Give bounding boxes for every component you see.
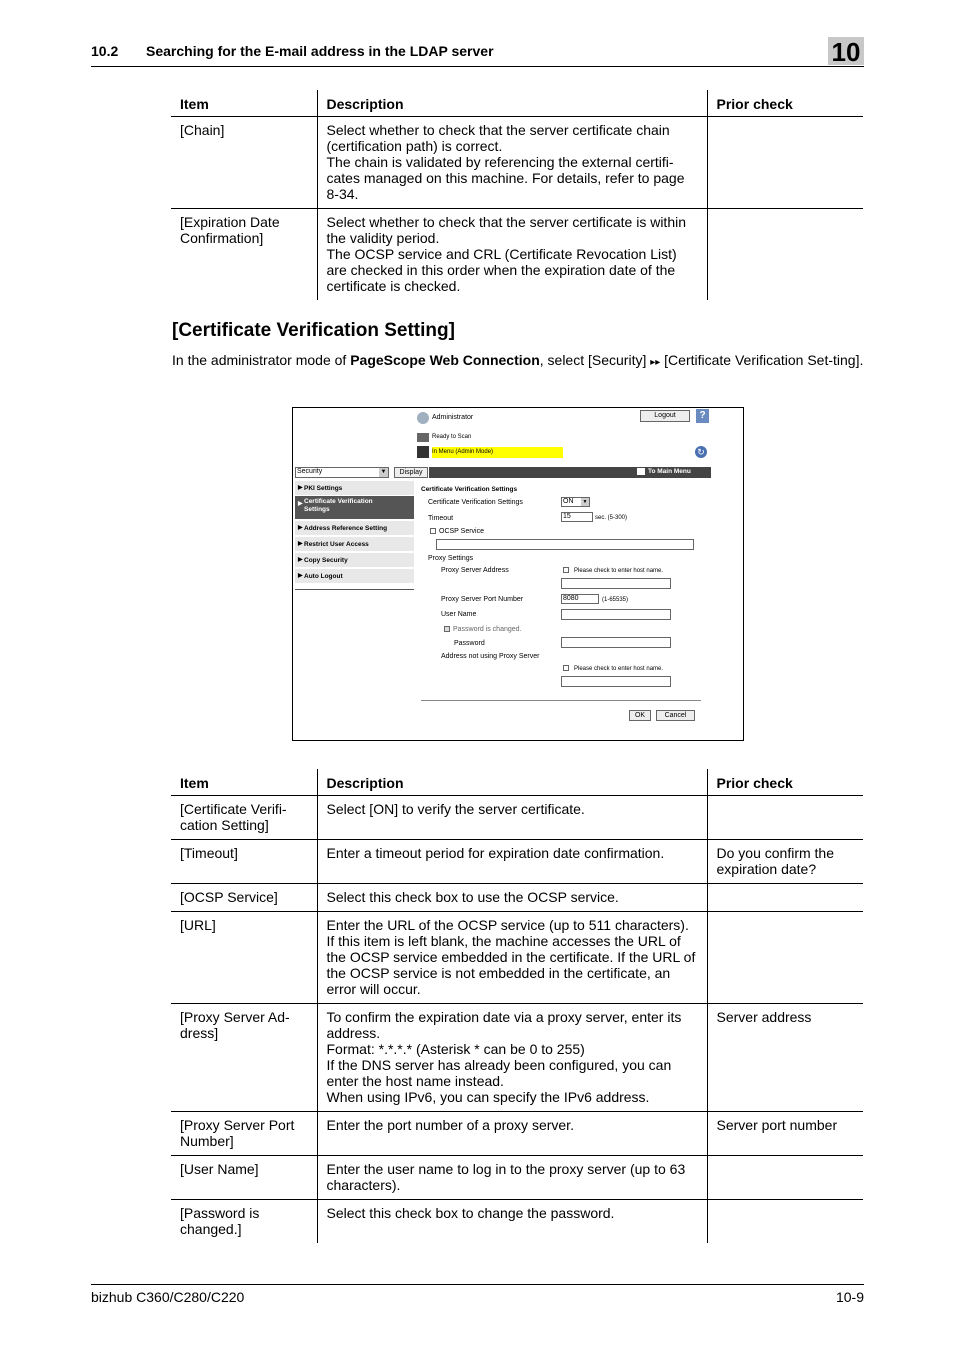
cvs-select[interactable] — [561, 497, 590, 507]
url-input[interactable] — [436, 539, 694, 550]
logout-button[interactable]: Logout — [640, 410, 690, 422]
table-row — [171, 1156, 863, 1200]
chapter-number: 10 — [828, 37, 864, 65]
sidebar-label: Restrict User Access — [304, 541, 369, 548]
admin-icon — [417, 412, 429, 424]
arrow-icon: ▸▸ — [650, 357, 661, 368]
cell-prior-check — [707, 209, 863, 301]
cell-item: [Certificate Verifi-cation Setting] — [171, 796, 317, 840]
sidebar-item-pki-settings[interactable] — [295, 481, 414, 496]
proxy-settings-label: Proxy Settings — [428, 555, 474, 562]
refresh-icon[interactable]: ↻ — [695, 446, 707, 458]
sidebar-item-copy-security[interactable] — [295, 553, 414, 568]
settings-table-1 — [171, 90, 863, 300]
proxy-address-label: Proxy Server Address — [441, 567, 509, 574]
mode-icon — [417, 446, 429, 458]
cell-item: [Expiration Date Confirmation] — [180, 214, 280, 246]
chevron-down-icon: ▼ — [582, 499, 588, 505]
sidebar-divider — [295, 589, 414, 590]
cell-description: Enter a timeout period for expiration date confirmation. — [317, 840, 707, 884]
cell-item: [Proxy Server Ad-dress] — [171, 1004, 317, 1112]
chevron-down-icon: ▼ — [380, 469, 387, 475]
page-footer — [91, 1284, 864, 1305]
sidebar-label: Address Reference Setting — [304, 525, 388, 532]
user-name-label: User Name — [441, 611, 477, 618]
cell-item: [Proxy Server Port Number] — [171, 1112, 317, 1156]
cell-item: [OCSP Service] — [171, 884, 317, 912]
section-title: Searching for the E-mail address in the LDAP server — [146, 43, 494, 59]
cell-description: To confirm the expiration date via a proxy server, enter its address. Format: *.*.*.* (Asterisk * can be 0 to 255) If the DNS server has already been configured, you can enter the host name instead. When using IPv6, you can specify the IPv6 address. — [317, 1004, 707, 1112]
panel-title: Certificate Verification Settings — [421, 486, 518, 493]
proxy-port-label: Proxy Server Port Number — [441, 596, 524, 603]
cell-prior-check — [707, 884, 863, 912]
cell-prior-check — [707, 1200, 863, 1244]
product-name: PageScope Web Connection — [350, 352, 540, 368]
sidebar-label: PKI Settings — [304, 485, 343, 492]
category-select-value: Security — [297, 468, 323, 475]
status-text: Ready to Scan — [432, 434, 472, 440]
table-row — [171, 1112, 863, 1156]
footer-model: bizhub C360/C280/C220 — [91, 1289, 245, 1305]
intro-text: In the administrator mode of — [172, 352, 351, 368]
ocsp-checkbox[interactable] — [430, 528, 436, 534]
cell-description: Select this check box to change the password. — [317, 1200, 707, 1244]
table-row — [171, 1200, 863, 1244]
host-name-checkbox[interactable] — [563, 567, 569, 573]
cell-description: Select [ON] to verify the server certificate. — [317, 796, 707, 840]
password-changed-checkbox[interactable] — [444, 626, 450, 632]
help-icon[interactable]: ? — [696, 409, 709, 423]
chevron-right-icon: ▶ — [298, 557, 303, 563]
sidebar-label: Copy Security — [304, 557, 348, 564]
sidebar-label: Auto Logout — [304, 573, 343, 580]
table-header-row — [171, 769, 863, 796]
cell-description: Enter the URL of the OCSP service (up to 511 characters). If this item is left blank, the machine accesses the URL of the OCSP service embedded in the certificate. If the URL of the OCSP service is not embedded in the certificate, an error will occur. — [317, 912, 707, 1004]
cell-prior-check — [707, 1156, 863, 1200]
to-main-menu-label: To Main Menu — [648, 468, 691, 476]
col-prior-check: Prior check — [707, 769, 863, 796]
mode-banner: In Menu (Admin Mode) — [432, 447, 563, 458]
col-description: Description — [317, 90, 707, 117]
proxy-port-range: (1-65535) — [602, 597, 629, 603]
settings-table-2 — [171, 769, 863, 1243]
cell-prior-check: Do you confirm the expiration date? — [707, 840, 863, 884]
cell-item: [Timeout] — [171, 840, 317, 884]
timeout-range: sec. (5-300) — [595, 515, 628, 521]
host-name-label-2: Please check to enter host name. — [574, 666, 664, 672]
sidebar-item-auto-logout[interactable] — [295, 569, 414, 584]
cell-description: Select whether to check that the server certificate chain (certification path) is correct. The chain is validated by referencing the external certifi-cates managed on this machine. For details, refer to page 8-34. — [317, 117, 707, 209]
timeout-label: Timeout — [428, 515, 454, 522]
table-row — [171, 884, 863, 912]
cell-item: [URL] — [171, 912, 317, 1004]
no-proxy-input[interactable] — [561, 676, 671, 687]
table-row — [171, 840, 863, 884]
category-select[interactable] — [295, 467, 389, 478]
cell-item: [Chain] — [171, 117, 317, 209]
chevron-right-icon: ▶ — [298, 501, 303, 507]
intro-paragraph — [172, 352, 864, 371]
ocsp-label: OCSP Service — [439, 528, 484, 535]
table-row — [171, 1004, 863, 1112]
sidebar-item-address-reference[interactable] — [295, 521, 414, 536]
sidebar-item-certificate-verification[interactable] — [295, 496, 414, 520]
cell-prior-check — [707, 912, 863, 1004]
page-header — [91, 37, 864, 67]
cell-description: Select this check box to use the OCSP service. — [317, 884, 707, 912]
password-label: Password — [454, 640, 485, 647]
sidebar-label: Certificate Verification Settings — [304, 498, 373, 513]
proxy-port-input[interactable]: 8080 — [561, 594, 599, 604]
chevron-right-icon: ▶ — [298, 525, 303, 531]
chevron-right-icon: ▶ — [298, 573, 303, 579]
table-row — [171, 209, 863, 301]
admin-label: Administrator — [432, 414, 474, 421]
panel-divider — [421, 700, 701, 701]
cell-prior-check — [707, 796, 863, 840]
host-name-checkbox-2[interactable] — [563, 665, 569, 671]
section-heading: [Certificate Verification Setting] — [172, 320, 455, 341]
col-item: Item — [171, 90, 317, 117]
no-proxy-label: Address not using Proxy Server — [441, 653, 540, 660]
cell-description: Enter the port number of a proxy server. — [317, 1112, 707, 1156]
intro-text: , select [Security] — [539, 352, 651, 368]
chevron-right-icon: ▶ — [298, 541, 303, 547]
proxy-address-input[interactable] — [561, 578, 671, 589]
footer-page-number: 10-9 — [835, 1289, 864, 1305]
cvs-label: Certificate Verification Settings — [428, 499, 523, 506]
section-number: 10.2 — [91, 43, 119, 59]
password-changed-label: Password is changed. — [453, 626, 522, 633]
col-prior-check: Prior check — [707, 90, 863, 117]
printer-icon — [417, 433, 429, 442]
table-row — [171, 912, 863, 1004]
chevron-right-icon: ▶ — [298, 485, 303, 491]
cell-prior-check: Server port number — [707, 1112, 863, 1156]
display-button[interactable]: Display — [394, 467, 428, 478]
sidebar-item-restrict-user-access[interactable] — [295, 537, 414, 552]
cell-description: Select whether to check that the server certificate is within the validity period. The OCSP service and CRL (Certificate Revocation List) are checked in this order when the expiration date of the certificate is checked. — [317, 209, 707, 301]
col-item: Item — [171, 769, 317, 796]
cell-item: [Password is changed.] — [180, 1205, 260, 1237]
intro-text: [Certificate Verification Set-ting]. — [660, 352, 864, 368]
table-row — [171, 117, 863, 209]
to-main-menu-link[interactable] — [637, 468, 691, 475]
cell-item: [User Name] — [171, 1156, 317, 1200]
timeout-input[interactable]: 15 — [561, 512, 593, 522]
cell-prior-check: Server address — [707, 1004, 863, 1112]
cell-prior-check — [707, 117, 863, 209]
web-connection-screenshot — [292, 407, 744, 741]
cvs-select-value: ON — [563, 498, 574, 505]
cell-description: Enter the user name to log in to the proxy server (up to 63 characters). — [317, 1156, 707, 1200]
user-name-input[interactable] — [561, 609, 671, 620]
home-icon — [637, 468, 645, 475]
col-description: Description — [317, 769, 707, 796]
password-input[interactable] — [561, 637, 671, 648]
ok-button[interactable]: OK — [629, 710, 651, 721]
cancel-button[interactable]: Cancel — [656, 710, 695, 721]
table-header-row — [171, 90, 863, 117]
table-row — [171, 796, 863, 840]
host-name-label: Please check to enter host name. — [574, 568, 664, 574]
